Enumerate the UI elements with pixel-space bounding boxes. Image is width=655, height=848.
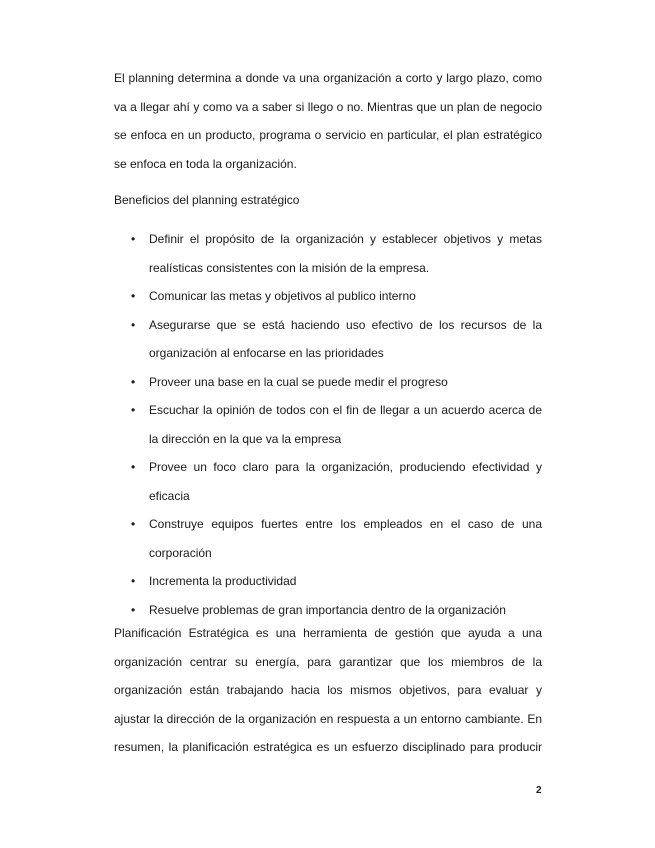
list-item [114, 311, 542, 368]
list-item-text: Escuchar la opinión de todos con el fin de llegar a un acuerdo acerca de la dirección en la que va la empresa [149, 403, 542, 446]
list-item-text: Definir el propósito de la organización y establecer objetivos y metas realísticas consistentes con la misión de la empresa. [149, 232, 542, 275]
list-item [114, 396, 542, 453]
list-item-text: Resuelve problemas de gran importancia dentro de la organización [149, 602, 506, 617]
bullet-icon: • [131, 374, 136, 389]
bullet-icon: • [131, 574, 136, 588]
closing-line: Planificación Estratégica es una herramienta de gestión que ayuda a una [114, 626, 542, 640]
list-item [114, 510, 542, 567]
section-heading: Beneficios del planning estratégico [114, 193, 300, 207]
list-item [114, 282, 542, 311]
list-item [114, 368, 542, 397]
closing-line: resumen, la planificación estratégica es un esfuerzo disciplinado para producir [114, 740, 542, 754]
bullet-icon: • [131, 232, 136, 246]
list-item-text: Comunicar las metas y objetivos al publico interno [149, 289, 416, 303]
closing-line: ajustar la dirección de la organización en respuesta a un entorno cambiante. En [114, 711, 542, 726]
intro-line: se enfoca en un producto, programa o servicio en particular, el plan estratégico [114, 128, 542, 142]
bullet-icon: • [131, 317, 136, 332]
intro-line: El planning determina a donde va una organización a corto y largo plazo, como [114, 71, 542, 85]
intro-line: se enfoca en toda la organización. [114, 156, 297, 171]
list-item-text: Provee un foco claro para la organización, produciendo efectividad y eficacia [149, 460, 542, 503]
benefits-list [114, 225, 542, 624]
list-item-text: Proveer una base en la cual se puede medir el progreso [149, 374, 448, 389]
intro-paragraph [114, 64, 542, 178]
closing-line: organización están trabajando hacia los mismos objetivos, para evaluar y [114, 683, 542, 697]
bullet-icon: • [131, 602, 136, 617]
list-item [114, 225, 542, 282]
intro-line: va a llegar ahí y como va a saber si llego o no. Mientras que un plan de negocio [114, 99, 542, 114]
bullet-icon: • [131, 460, 136, 474]
page-number: 2 [536, 785, 542, 796]
list-item-text: Asegurarse que se está haciendo uso efectivo de los recursos de la organización al enfocarse en las prioridades [149, 317, 542, 360]
closing-line: organización centrar su energía, para garantizar que los miembros de la [114, 654, 542, 669]
closing-paragraph [114, 619, 542, 762]
list-item [114, 567, 542, 596]
list-item-text: Incrementa la productividad [149, 574, 297, 588]
bullet-icon: • [131, 517, 136, 531]
bullet-icon: • [131, 403, 136, 417]
bullet-icon: • [131, 289, 136, 303]
list-item-text: Construye equipos fuertes entre los empleados en el caso de una corporación [149, 517, 542, 560]
list-item [114, 453, 542, 510]
